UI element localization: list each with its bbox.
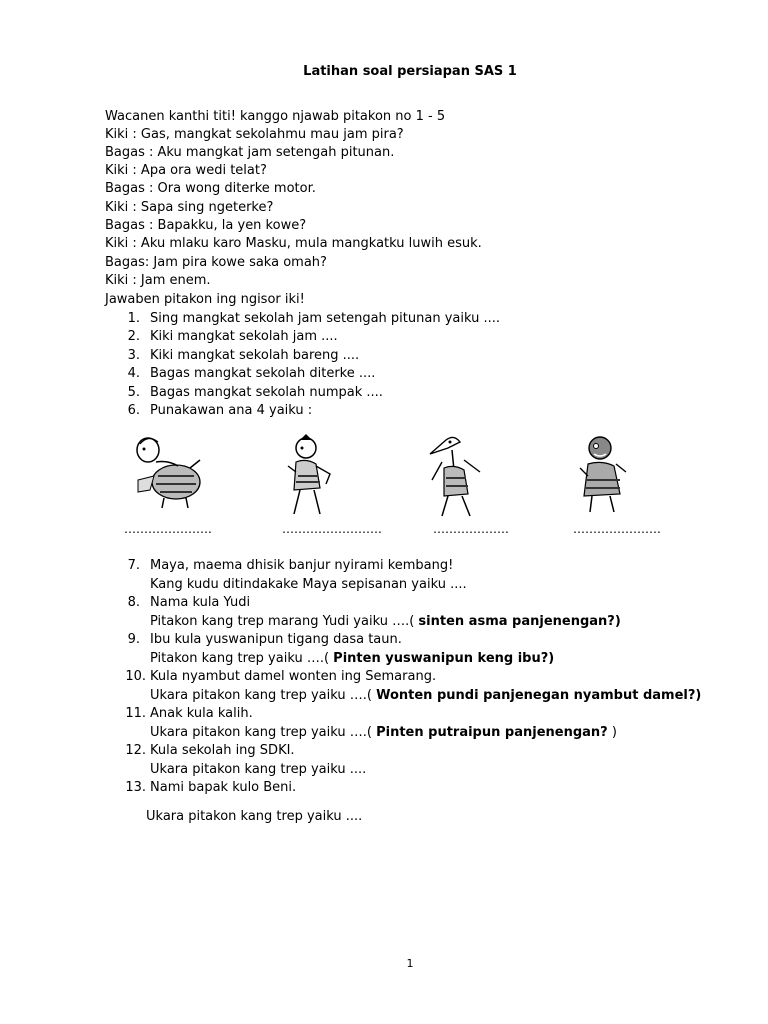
question-number: 7.	[127, 558, 140, 573]
question-number: 6.	[127, 403, 140, 418]
question-text: Anak kula kalih.	[150, 706, 253, 721]
question-number: 1.	[127, 311, 140, 326]
question-text: Maya, maema dhisik banjur nyirami kembang!	[150, 558, 454, 573]
question-number: 13.	[125, 780, 146, 795]
question-text: Bagas mangkat sekolah numpak ....	[150, 385, 383, 400]
dialog-line: Kiki : Sapa sing ngeterke?	[105, 200, 274, 215]
question-text: Nama kula Yudi	[150, 595, 251, 610]
question-number: 11.	[125, 706, 146, 721]
answer-blank: ………………….	[124, 522, 212, 536]
dialog-line: Bagas : Bapakku, la yen kowe?	[105, 218, 307, 233]
question-text: Sing mangkat sekolah jam setengah pitunan yaiku ....	[150, 311, 500, 326]
instruction-text: Jawaben pitakon ing ngisor iki!	[105, 292, 305, 307]
wayang-gareng-illustration	[280, 432, 340, 518]
question-text: Bagas mangkat sekolah diterke ....	[150, 366, 376, 381]
question-number: 5.	[127, 385, 140, 400]
intro-text: Wacanen kanthi titi! kanggo njawab pitakon no 1 - 5	[105, 109, 446, 124]
wayang-petruk-illustration	[424, 432, 486, 518]
question-text: Kiki mangkat sekolah bareng ....	[150, 348, 360, 363]
question-prompt: Pitakon kang trep yaiku ….( Pinten yuswanipun keng ibu?)	[150, 651, 555, 666]
answer-blank: …………………….	[282, 522, 382, 536]
question-number: 9.	[127, 632, 140, 647]
question-prompt: Pitakon kang trep marang Yudi yaiku ….( sinten asma panjenengan?)	[150, 614, 621, 629]
question-text: Ibu kula yuswanipun tigang dasa taun.	[150, 632, 402, 647]
question-text: Punakawan ana 4 yaiku :	[150, 403, 313, 418]
question-prompt: Ukara pitakon kang trep yaiku ....	[150, 762, 367, 777]
question-text: Kiki mangkat sekolah jam ....	[150, 329, 338, 344]
dialog-line: Bagas : Aku mangkat jam setengah pitunan.	[105, 145, 395, 160]
question-prompt: Kang kudu ditindakake Maya sepisanan yaiku ....	[150, 577, 467, 592]
question-text: Nami bapak kulo Beni.	[150, 780, 297, 795]
question-number: 3.	[127, 348, 140, 363]
page-number: 1	[406, 957, 414, 970]
question-number: 2.	[127, 329, 140, 344]
question-number: 10.	[125, 669, 146, 684]
question-number: 4.	[127, 366, 140, 381]
question-text: Kula nyambut damel wonten ing Semarang.	[150, 669, 437, 684]
dialog-line: Bagas : Ora wong diterke motor.	[105, 181, 316, 196]
dialog-line: Kiki : Apa ora wedi telat?	[105, 163, 267, 178]
question-prompt: Ukara pitakon kang trep yaiku ….( Wonten pundi panjenegan nyambut damel?)	[150, 688, 702, 703]
page-title: Latihan soal persiapan SAS 1	[303, 64, 517, 79]
dialog-line: Kiki : Gas, mangkat sekolahmu mau jam pira?	[105, 127, 404, 142]
answer-blank: ……………….	[433, 522, 509, 536]
bold-answer: sinten asma panjenengan?)	[418, 614, 621, 629]
final-prompt: Ukara pitakon kang trep yaiku ....	[146, 809, 363, 824]
dialog-line: Kiki : Jam enem.	[105, 273, 211, 288]
bold-answer: Wonten pundi panjenegan nyambut damel?)	[376, 688, 702, 703]
answer-blank: ………………….	[573, 522, 661, 536]
bold-answer: Pinten yuswanipun keng ibu?)	[333, 651, 555, 666]
bold-answer: Pinten putraipun panjenengan?	[376, 725, 608, 740]
question-prompt: Ukara pitakon kang trep yaiku ….( Pinten putraipun panjenengan? )	[150, 725, 617, 740]
dialog-line: Bagas: Jam pira kowe saka omah?	[105, 255, 327, 270]
question-number: 8.	[127, 595, 140, 610]
question-text: Kula sekolah ing SDKI.	[150, 743, 295, 758]
dialog-line: Kiki : Aku mlaku karo Masku, mula mangkatku luwih esuk.	[105, 236, 482, 251]
question-number: 12.	[125, 743, 146, 758]
wayang-semar-illustration	[128, 432, 208, 512]
wayang-bagong-illustration	[574, 432, 630, 514]
